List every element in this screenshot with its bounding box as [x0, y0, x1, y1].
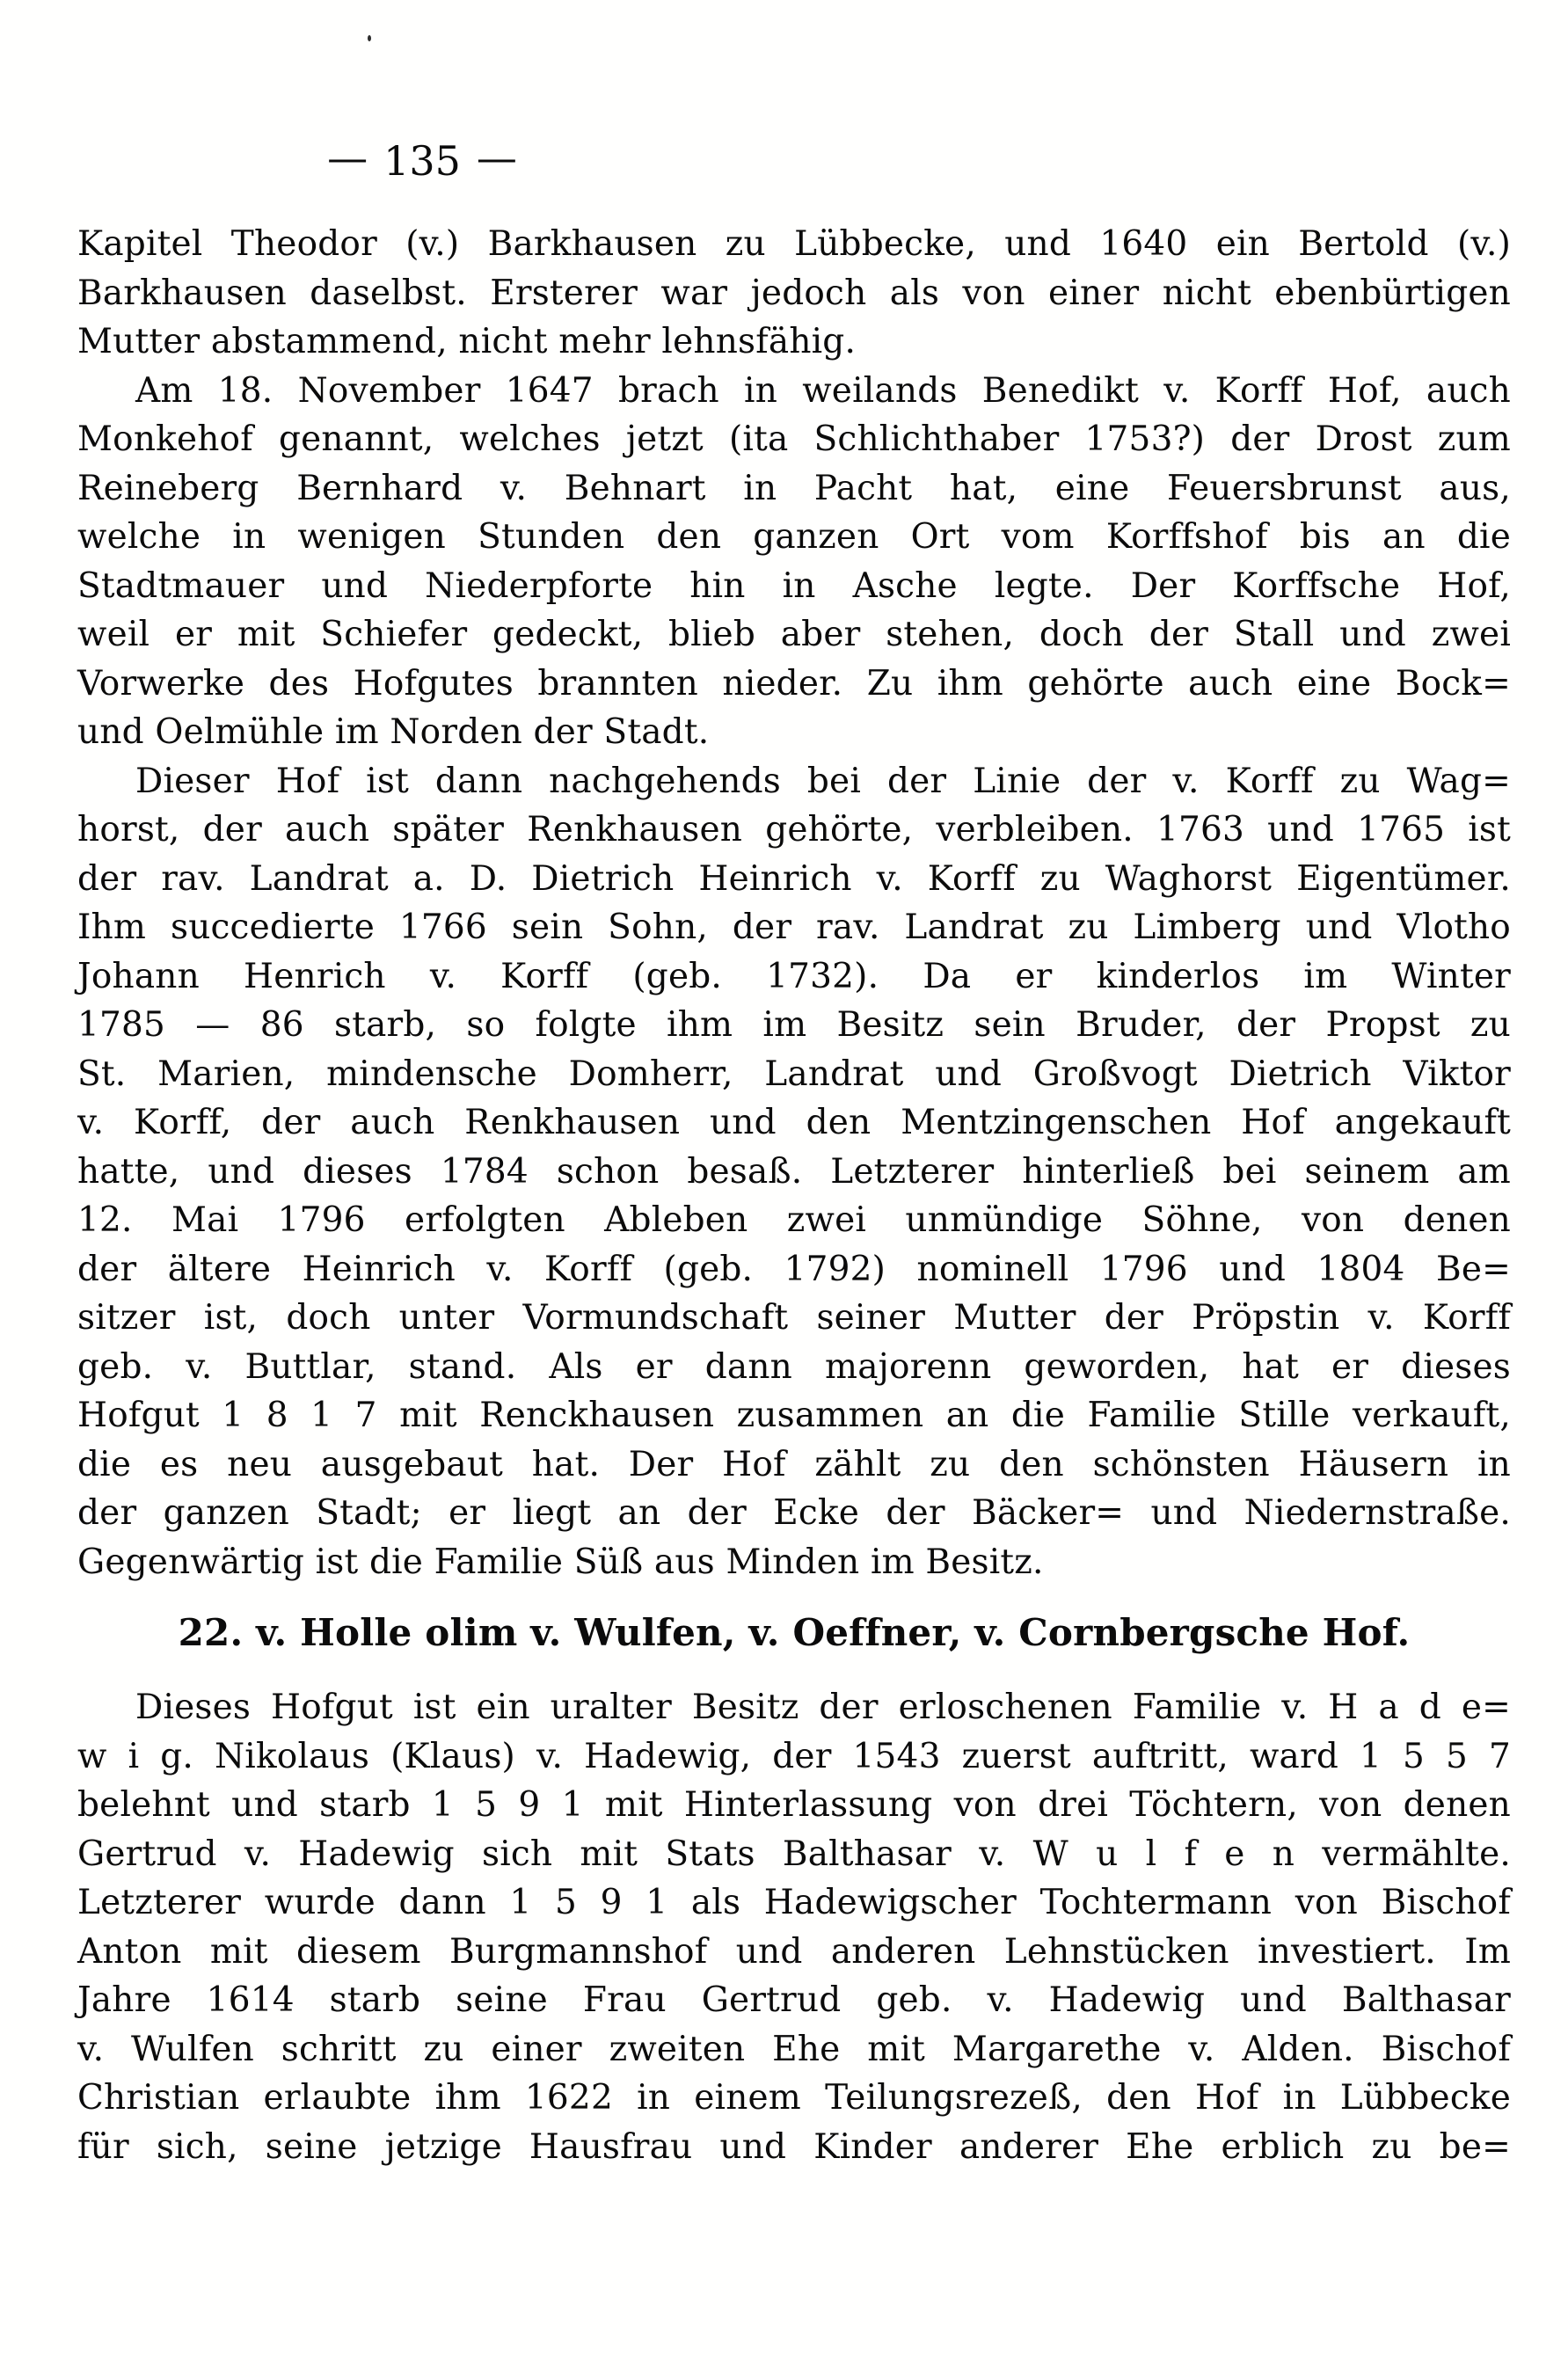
- text-line: Am 18. November 1647 brach in weilands Benedikt v. Korff Hof, auch: [135, 370, 1511, 411]
- text-paragraph: [77, 220, 1511, 367]
- section-heading: 22. v. Holle olim v. Wulfen, v. Oeffner, v. Cornbergsche Hof.: [178, 1611, 1411, 1654]
- text-line: die es neu ausgebaut hat. Der Hof zählt zu den schönsten Häusern in: [77, 1444, 1511, 1484]
- text-line: Gegenwärtig ist die Familie Süß aus Minden im Besitz.: [77, 1542, 1044, 1582]
- text-line: Anton mit diesem Burgmannshof und anderen Lehnstücken investiert. Im: [77, 1931, 1511, 1972]
- header-dash-right: —: [476, 134, 517, 181]
- text-line: Christian erlaubte ihm 1622 in einem Teilungsrezeß, den Hof in Lübbecke: [77, 2078, 1511, 2118]
- text-line: Reineberg Bernhard v. Behnart in Pacht hat, eine Feuersbrunst aus,: [77, 468, 1511, 508]
- text-line: Ihm succedierte 1766 sein Sohn, der rav. Landrat zu Limberg und Vlotho: [77, 908, 1511, 947]
- text-line: geb. v. Buttlar, stand. Als er dann majorenn geworden, hat er dieses: [77, 1346, 1511, 1387]
- text-line: weil er mit Schiefer gedeckt, blieb aber stehen, doch der Stall und zwei: [77, 615, 1511, 654]
- text-line: Letzterer wurde dann 1 5 9 1 als Hadewigscher Tochtermann von Bischof: [77, 1883, 1511, 1922]
- text-line: Kapitel Theodor (v.) Barkhausen zu Lübbecke, und 1640 ein Bertold (v.): [77, 224, 1511, 264]
- text-line: Barkhausen daselbst. Ersterer war jedoch als von einer nicht ebenbürtigen: [77, 273, 1511, 313]
- text-line: Stadtmauer und Niederpforte hin in Asche legte. Der Korffsche Hof,: [77, 565, 1511, 606]
- text-line: Monkehof genannt, welches jetzt (ita Schlichthaber 1753?) der Drost zum: [77, 419, 1511, 459]
- page-number: 135: [383, 137, 461, 185]
- text-line: St. Marien, mindensche Domherr, Landrat und Großvogt Dietrich Viktor: [77, 1054, 1511, 1094]
- text-column: [77, 220, 1511, 2171]
- text-line: v. Korff, der auch Renkhausen und den Mentzingenschen Hof angekauft: [77, 1103, 1511, 1142]
- text-line: Dieses Hofgut ist ein uralter Besitz der erloschenen Familie v. H a d e=: [135, 1688, 1511, 1727]
- text-line: w i g. Nikolaus (Klaus) v. Hadewig, der 1543 zuerst auftritt, ward 1 5 5 7: [77, 1736, 1511, 1776]
- text-line: hatte, und dieses 1784 schon besaß. Letzterer hinterließ bei seinem am: [77, 1151, 1511, 1192]
- text-line: Hofgut 1 8 1 7 mit Renckhausen zusammen an die Familie Stille verkauft,: [77, 1396, 1511, 1435]
- text-paragraph: [77, 757, 1511, 1587]
- text-line: Dieser Hof ist dann nachgehends bei der Linie der v. Korff zu Wag=: [135, 761, 1511, 801]
- text-line: v. Wulfen schritt zu einer zweiten Ehe mit Margarethe v. Alden. Bischof: [77, 2029, 1511, 2069]
- scan-speck: [368, 35, 371, 41]
- text-line: der ganzen Stadt; er liegt an der Ecke der Bäcker= und Niedernstraße.: [77, 1493, 1511, 1533]
- text-line: 12. Mai 1796 erfolgten Ableben zwei unmündige Söhne, von denen: [77, 1200, 1511, 1240]
- text-line: Gertrud v. Hadewig sich mit Stats Balthasar v. W u l f e n vermählte.: [77, 1834, 1511, 1874]
- page-header: [0, 134, 844, 185]
- text-line: der ältere Heinrich v. Korff (geb. 1792) nominell 1796 und 1804 Be=: [77, 1249, 1511, 1289]
- text-line: horst, der auch später Renkhausen gehörte, verbleiben. 1763 und 1765 ist: [77, 810, 1511, 849]
- text-line: sitzer ist, doch unter Vormundschaft seiner Mutter der Pröpstin v. Korff: [77, 1298, 1511, 1338]
- text-line: belehnt und starb 1 5 9 1 mit Hinterlassung von drei Töchtern, von denen: [77, 1785, 1511, 1825]
- text-line: welche in wenigen Stunden den ganzen Ort vom Korffshof bis an die: [77, 517, 1511, 557]
- text-line: für sich, seine jetzige Hausfrau und Kinder anderer Ehe erblich zu be=: [77, 2126, 1511, 2167]
- text-paragraph: [77, 367, 1511, 757]
- text-line: 1785 — 86 starb, so folgte ihm im Besitz sein Bruder, der Propst zu: [77, 1005, 1511, 1045]
- text-line: Johann Henrich v. Korff (geb. 1732). Da er kinderlos im Winter: [77, 956, 1511, 996]
- text-line: Vorwerke des Hofgutes brannten nieder. Zu ihm gehörte auch eine Bock=: [77, 663, 1511, 704]
- text-line: Jahre 1614 starb seine Frau Gertrud geb. v. Hadewig und Balthasar: [77, 1980, 1511, 2020]
- text-paragraph: [77, 1683, 1511, 2171]
- header-dash-left: —: [327, 134, 368, 181]
- text-line: der rav. Landrat a. D. Dietrich Heinrich v. Korff zu Waghorst Eigentümer.: [77, 858, 1511, 899]
- text-line: und Oelmühle im Norden der Stadt.: [77, 712, 710, 752]
- text-line: Mutter abstammend, nicht mehr lehnsfähig.: [77, 322, 857, 361]
